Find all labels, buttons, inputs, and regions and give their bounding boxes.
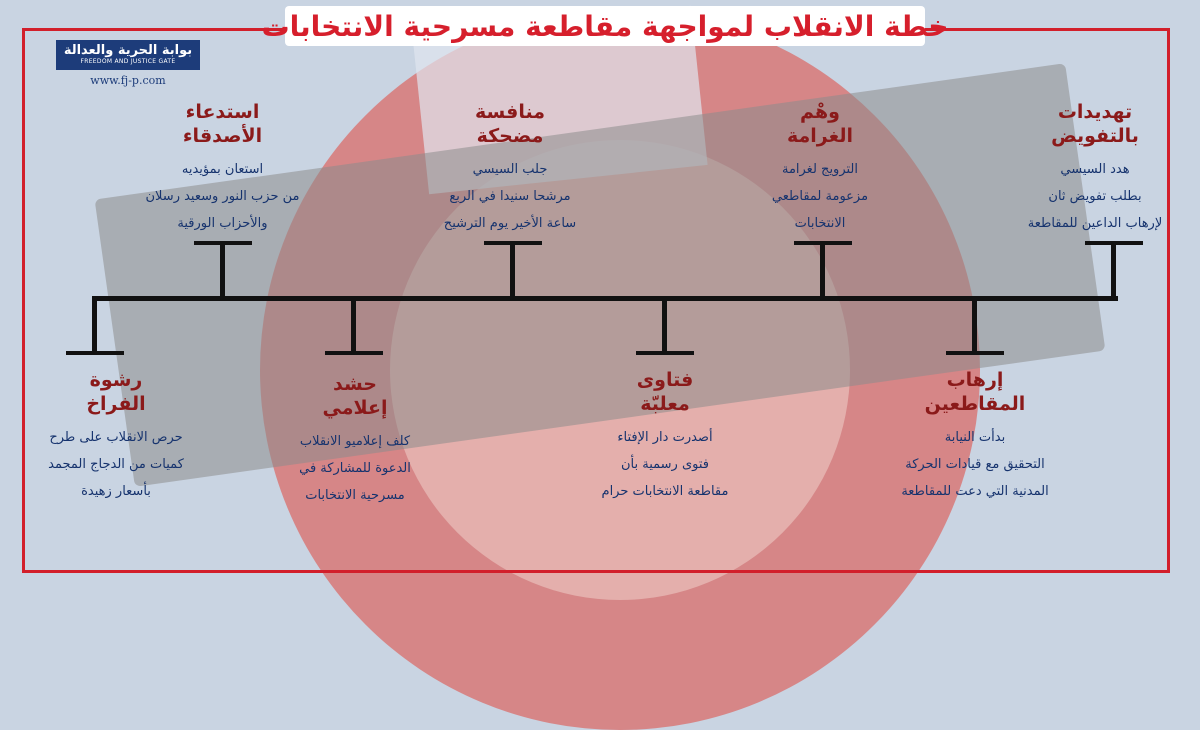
bottom-connector-1 <box>972 298 977 353</box>
bottom-tick-1 <box>946 351 1004 355</box>
item-title-line2: الفراخ <box>86 393 146 415</box>
bottom-tick-2 <box>636 351 694 355</box>
item-title-line1: وهْم <box>800 101 840 123</box>
item-line: المدنية التي دعت للمقاطعة <box>901 484 1049 499</box>
item-line: لإرهاب الداعين للمقاطعة <box>1027 216 1163 231</box>
item-description <box>715 156 925 237</box>
item-line: أصدرت دار الإفتاء <box>617 430 713 445</box>
item-line: والأحزاب الورقية <box>177 216 268 231</box>
title-banner <box>261 6 949 46</box>
item-description <box>26 424 206 505</box>
item-line: هدد السيسي <box>1060 162 1130 177</box>
item-title-line1: تهديدات <box>1057 101 1133 123</box>
item-description <box>250 428 460 509</box>
item-title-line2: إعلامي <box>322 397 388 419</box>
item-line: بدأت النيابة <box>944 430 1006 445</box>
item-title-line2: مضحكة <box>476 125 544 147</box>
item-title-line2: الغرامة <box>787 125 853 147</box>
item-title <box>1000 100 1190 148</box>
item-title-line2: بالتفويض <box>1051 125 1139 147</box>
bottom-connector-2 <box>662 298 667 353</box>
top-connector-4 <box>220 243 225 300</box>
item-title <box>26 368 206 416</box>
item-line: استعان بمؤيديه <box>181 162 264 177</box>
item-line: بطلب تفويض ثان <box>1048 189 1142 204</box>
item-line: مسرحية الانتخابات <box>305 488 405 503</box>
item-title-line2: معلبّة <box>640 393 690 415</box>
top-connector-3 <box>510 243 515 300</box>
item-title-line2: الأصدقاء <box>182 125 263 147</box>
top-tick-3 <box>484 241 542 245</box>
item-description <box>865 424 1085 505</box>
item-title <box>560 368 770 416</box>
top-item-friends <box>115 100 330 237</box>
item-description <box>560 424 770 505</box>
timeline-main-line <box>92 296 1118 301</box>
bottom-tick-4 <box>66 351 124 355</box>
logo-arabic: بوابة الحرية والعدالة <box>63 43 193 58</box>
item-title <box>405 100 615 148</box>
top-item-threats <box>1000 100 1190 237</box>
item-line: من حزب النور وسعيد رسلان <box>145 189 300 204</box>
item-line: بأسعار زهيدة <box>81 484 151 499</box>
item-description <box>115 156 330 237</box>
logo-url: www.fj-p.com <box>90 74 166 87</box>
item-line: مزعومة لمقاطعي <box>771 189 869 204</box>
item-line: الدعوة للمشاركة في <box>299 461 411 476</box>
bottom-item-terror <box>865 368 1085 505</box>
logo-english: FREEDOM AND JUSTICE GATE <box>80 58 176 65</box>
item-title-line1: رشوة <box>89 369 143 391</box>
item-line: ساعة الأخير يوم الترشيح <box>443 216 577 231</box>
item-title-line1: استدعاء <box>185 101 260 123</box>
item-description <box>1000 156 1190 237</box>
item-line: الانتخابات <box>794 216 846 231</box>
item-line: كميات من الدجاج المجمد <box>48 457 184 472</box>
item-title-line1: حشد <box>332 373 377 395</box>
top-tick-1 <box>1085 241 1143 245</box>
bottom-item-media <box>250 372 460 509</box>
top-item-fine-illusion <box>715 100 925 237</box>
top-connector-2 <box>820 243 825 300</box>
item-line: حرص الانقلاب على طرح <box>49 430 183 445</box>
item-line: جلب السيسي <box>472 162 548 177</box>
bottom-item-fatwas <box>560 368 770 505</box>
item-line: كلف إعلاميو الانقلاب <box>299 434 411 449</box>
item-title-line1: منافسة <box>475 101 545 123</box>
item-title-line1: فتاوى <box>636 369 694 391</box>
item-description <box>405 156 615 237</box>
top-tick-2 <box>794 241 852 245</box>
top-tick-4 <box>194 241 252 245</box>
bottom-connector-3 <box>351 298 356 353</box>
item-line: مرشحا سنيدا في الربع <box>449 189 571 204</box>
item-title <box>865 368 1085 416</box>
item-title <box>115 100 330 148</box>
item-title <box>715 100 925 148</box>
item-line: فتوى رسمية بأن <box>621 457 709 472</box>
bottom-tick-3 <box>325 351 383 355</box>
bottom-item-chicken <box>26 368 206 505</box>
bottom-connector-4 <box>92 298 97 353</box>
item-title-line2: المقاطعين <box>924 393 1026 415</box>
top-connector-1 <box>1111 243 1116 300</box>
item-line: الترويج لغرامة <box>781 162 859 177</box>
site-logo <box>56 40 200 70</box>
item-line: التحقيق مع قيادات الحركة <box>905 457 1045 472</box>
item-line: مقاطعة الانتخابات حرام <box>601 484 729 499</box>
item-title-line1: إرهاب <box>946 369 1004 391</box>
item-title <box>250 372 460 420</box>
page-title: خطة الانقلاب لمواجهة مقاطعة مسرحية الانتخابات <box>261 9 949 43</box>
top-item-competition <box>405 100 615 237</box>
